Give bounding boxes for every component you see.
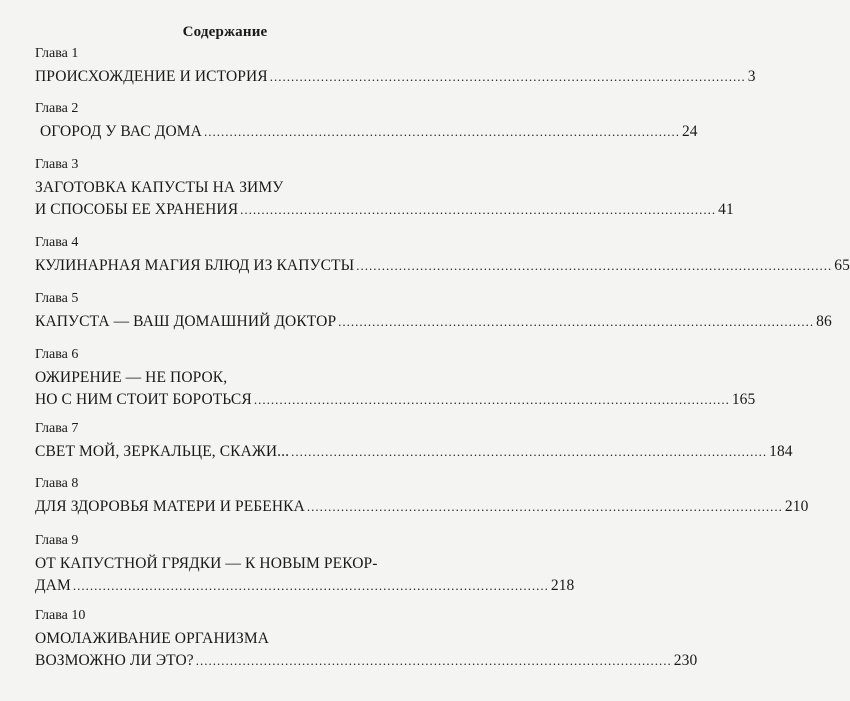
dot-leader: ................................................................................................................ xyxy=(306,499,783,514)
chapter-label: Глава 4 xyxy=(35,235,79,250)
dot-leader: ................................................................................................................ xyxy=(195,653,672,668)
chapter-label: Глава 7 xyxy=(35,421,79,436)
toc-line xyxy=(35,121,698,143)
toc-line xyxy=(35,441,793,463)
toc-entry-chapter-1 xyxy=(35,46,756,88)
page-number: 3 xyxy=(747,68,756,85)
toc-line xyxy=(35,628,415,650)
chapter-title: ДЛЯ ЗДОРОВЬЯ МАТЕРИ И РЕБЕНКА xyxy=(35,498,305,515)
chapter-title-continued: ВОЗМОЖНО ЛИ ЭТО? xyxy=(35,652,194,669)
dot-leader: ................................................................................................................ xyxy=(240,202,717,217)
chapter-title: ОГОРОД У ВАС ДОМА xyxy=(40,123,202,140)
chapter-label: Глава 9 xyxy=(35,533,79,548)
dot-leader: ................................................................................................................ xyxy=(269,69,746,84)
chapter-label: Глава 5 xyxy=(35,291,79,306)
chapter-label: Глава 3 xyxy=(35,157,79,172)
toc-line xyxy=(35,66,756,88)
chapter-label: Глава 1 xyxy=(35,46,79,61)
toc-entry-chapter-7 xyxy=(35,421,793,463)
toc-entry-chapter-5 xyxy=(35,291,832,333)
dot-leader: ................................................................................................................ xyxy=(253,392,730,407)
toc-entry-chapter-9 xyxy=(35,533,575,597)
chapter-title: КАПУСТА — ВАШ ДОМАШНИЙ ДОКТОР xyxy=(35,313,337,330)
dot-leader: ................................................................................................................ xyxy=(291,444,768,459)
toc-line xyxy=(35,575,575,597)
toc-line xyxy=(35,367,415,389)
toc-line xyxy=(35,177,415,199)
chapter-title: КУЛИНАРНАЯ МАГИЯ БЛЮД ИЗ КАПУСТЫ xyxy=(35,257,355,274)
chapter-label: Глава 6 xyxy=(35,347,79,362)
chapter-title: ПРОИСХОЖДЕНИЕ И ИСТОРИЯ xyxy=(35,68,268,85)
toc-line xyxy=(35,255,850,277)
chapter-label: Глава 10 xyxy=(35,608,86,623)
page-number: 210 xyxy=(784,498,809,515)
toc-entry-chapter-8 xyxy=(35,476,809,518)
toc-entry-chapter-4 xyxy=(35,235,850,277)
page-number: 218 xyxy=(550,577,575,594)
dot-leader: ................................................................................................................ xyxy=(338,314,815,329)
toc-line xyxy=(35,496,809,518)
toc-entry-chapter-2 xyxy=(35,101,698,143)
chapter-label: Глава 8 xyxy=(35,476,79,491)
page-number: 41 xyxy=(718,201,734,218)
page-number: 24 xyxy=(681,123,698,140)
chapter-title: ОМОЛАЖИВАНИЕ ОРГАНИЗМА xyxy=(35,630,270,647)
chapter-title-continued: НО С НИМ СТОИТ БОРОТЬСЯ xyxy=(35,391,252,408)
chapter-title: ОЖИРЕНИЕ — НЕ ПОРОК, xyxy=(35,369,228,386)
chapter-title-continued: ДАМ xyxy=(35,577,71,594)
chapter-label: Глава 2 xyxy=(35,101,79,116)
chapter-title: СВЕТ МОЙ, ЗЕРКАЛЬЦЕ, СКАЖИ... xyxy=(35,443,290,460)
toc-line xyxy=(35,199,734,221)
dot-leader: ................................................................................................................ xyxy=(72,578,549,593)
toc-entry-chapter-6 xyxy=(35,347,756,411)
page-number: 86 xyxy=(816,313,832,330)
dot-leader: ................................................................................................................ xyxy=(356,258,833,273)
toc-line xyxy=(35,311,832,333)
toc-entry-chapter-10 xyxy=(35,608,698,672)
page-number: 230 xyxy=(673,652,698,669)
dot-leader: ................................................................................................................ xyxy=(203,124,680,139)
page-number: 65 xyxy=(834,257,850,274)
chapter-title-continued: И СПОСОБЫ ЕЕ ХРАНЕНИЯ xyxy=(35,201,239,218)
chapter-title: ОТ КАПУСТНОЙ ГРЯДКИ — К НОВЫМ РЕКОР- xyxy=(35,555,378,572)
toc-line xyxy=(35,389,756,411)
page-number: 184 xyxy=(769,443,793,460)
page-title: Содержание xyxy=(182,24,268,40)
toc-line xyxy=(35,553,415,575)
toc-entry-chapter-3 xyxy=(35,157,734,221)
page-number: 165 xyxy=(731,391,756,408)
chapter-title: ЗАГОТОВКА КАПУСТЫ НА ЗИМУ xyxy=(35,179,284,196)
toc-line xyxy=(35,650,698,672)
